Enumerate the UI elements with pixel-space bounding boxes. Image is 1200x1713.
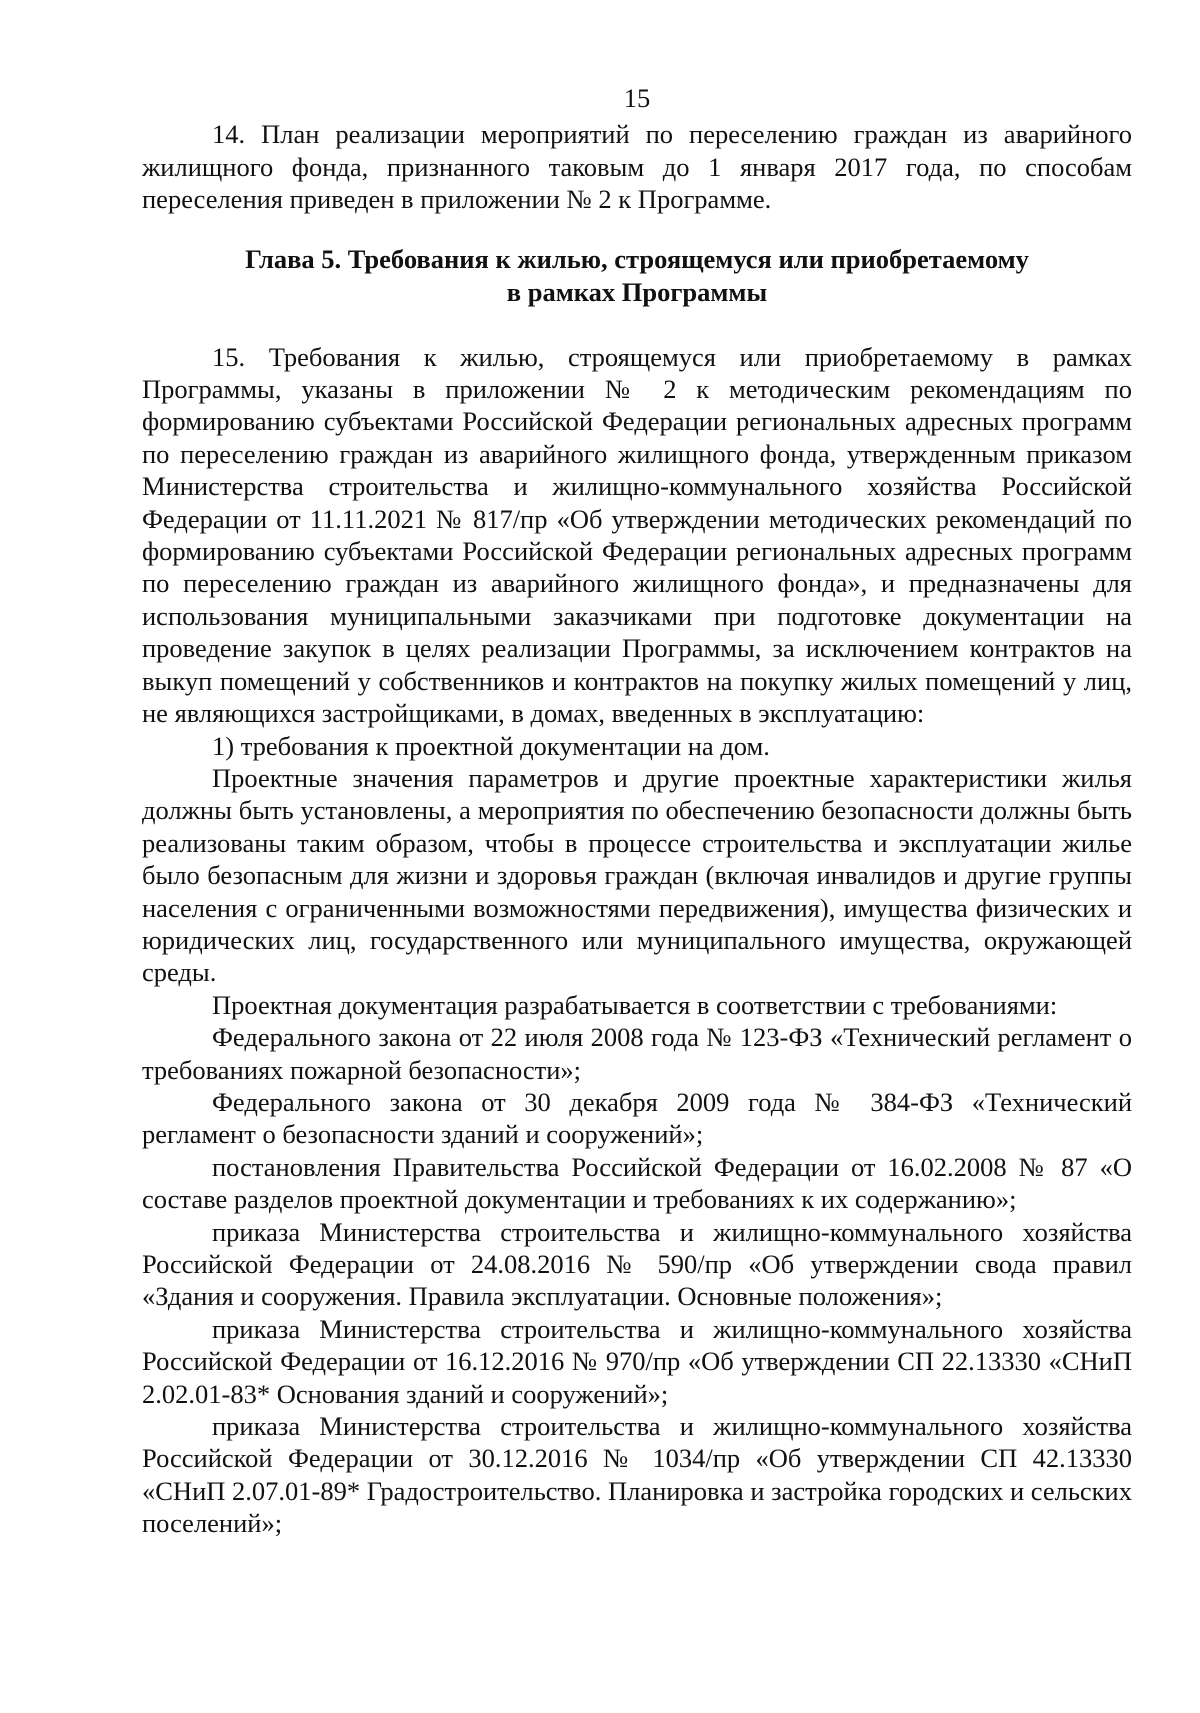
requirement-law-384: Федерального закона от 30 декабря 2009 года № 384-ФЗ «Технический регламент о безопасности зданий и сооружений»; bbox=[142, 1086, 1132, 1150]
paragraph-15: 15. Требования к жилью, строящемуся или приобретаемому в рамках Программы, указаны в приложении № 2 к методическим рекомендациям по формированию субъектами Российской Федерации региональных адресных программ по переселению граждан из аварийного жилищного фонда, утвержденным приказом Министерства строительства и жилищно-коммунального хозяйства Российской Федерации от 11.11.2021 № 817/пр «Об утверждении методических рекомендаций по формированию субъектами Российской Федерации региональных адресных программ по переселению граждан из аварийного жилищного фонда», и предназначены для использования муниципальными заказчиками при подготовке документации на проведение закупок в целях реализации Программы, за исключением контрактов на выкуп помещений у собственников и контрактов на покупку жилых помещений у лиц, не являющихся застройщиками, в домах, введенных в эксплуатацию: bbox=[142, 341, 1132, 729]
requirement-order-1034: приказа Министерства строительства и жилищно-коммунального хозяйства Российской Федерации от 30.12.2016 № 1034/пр «Об утверждении СП 42.13330 «СНиП 2.07.01-89* Градостроительство. Планировка и застройка городских и сельских поселений»; bbox=[142, 1411, 1132, 1539]
page-number: 15 bbox=[623, 83, 651, 113]
paragraph-design: Проектные значения параметров и другие проектные характеристики жилья должны быть установлены, а мероприятия по обеспечению безопасности должны быть реализованы таким образом, чтобы в процессе строительства и эксплуатации жилье было безопасным для жизни и здоровья граждан (включая инвалидов и другие группы населения с ограниченными возможностями передвижения), имущества физических и юридических лиц, государственного или муниципального имущества, окружающей среды. bbox=[142, 762, 1132, 988]
requirement-item-1: 1) требования к проектной документации на дом. bbox=[212, 730, 770, 761]
requirement-law-123: Федерального закона от 22 июля 2008 года № 123-ФЗ «Технический регламент о требованиях пожарной безопасности»; bbox=[142, 1022, 1132, 1085]
chapter-title-line-1: Глава 5. Требования к жилью, строящемуся или приобретаемому bbox=[245, 243, 1029, 274]
chapter-title bbox=[142, 243, 1132, 309]
paragraph-requirements-intro: Проектная документация разрабатывается в соответствии с требованиями: bbox=[212, 989, 1058, 1020]
chapter-title-line-2: в рамках Программы bbox=[506, 276, 768, 307]
requirement-decree-87: постановления Правительства Российской Федерации от 16.02.2008 № 87 «О составе разделов проектной документации и требованиях к их содержанию»; bbox=[142, 1151, 1132, 1215]
paragraph-14: 14. План реализации мероприятий по переселению граждан из аварийного жилищного фонда, признанного таковым до 1 января 2017 года, по способам переселения приведен в приложении № 2 к Программе. bbox=[142, 119, 1132, 215]
requirement-order-970: приказа Министерства строительства и жилищно-коммунального хозяйства Российской Федерации от 16.12.2016 № 970/пр «Об утверждении СП 22.13330 «СНиП 2.02.01-83* Основания зданий и сооружений»; bbox=[142, 1313, 1132, 1409]
document-page bbox=[142, 82, 1132, 1540]
requirement-order-590: приказа Министерства строительства и жилищно-коммунального хозяйства Российской Федерации от 24.08.2016 № 590/пр «Об утверждении свода правил «Здания и сооружения. Правила эксплуатации. Основные положения»; bbox=[142, 1216, 1132, 1312]
